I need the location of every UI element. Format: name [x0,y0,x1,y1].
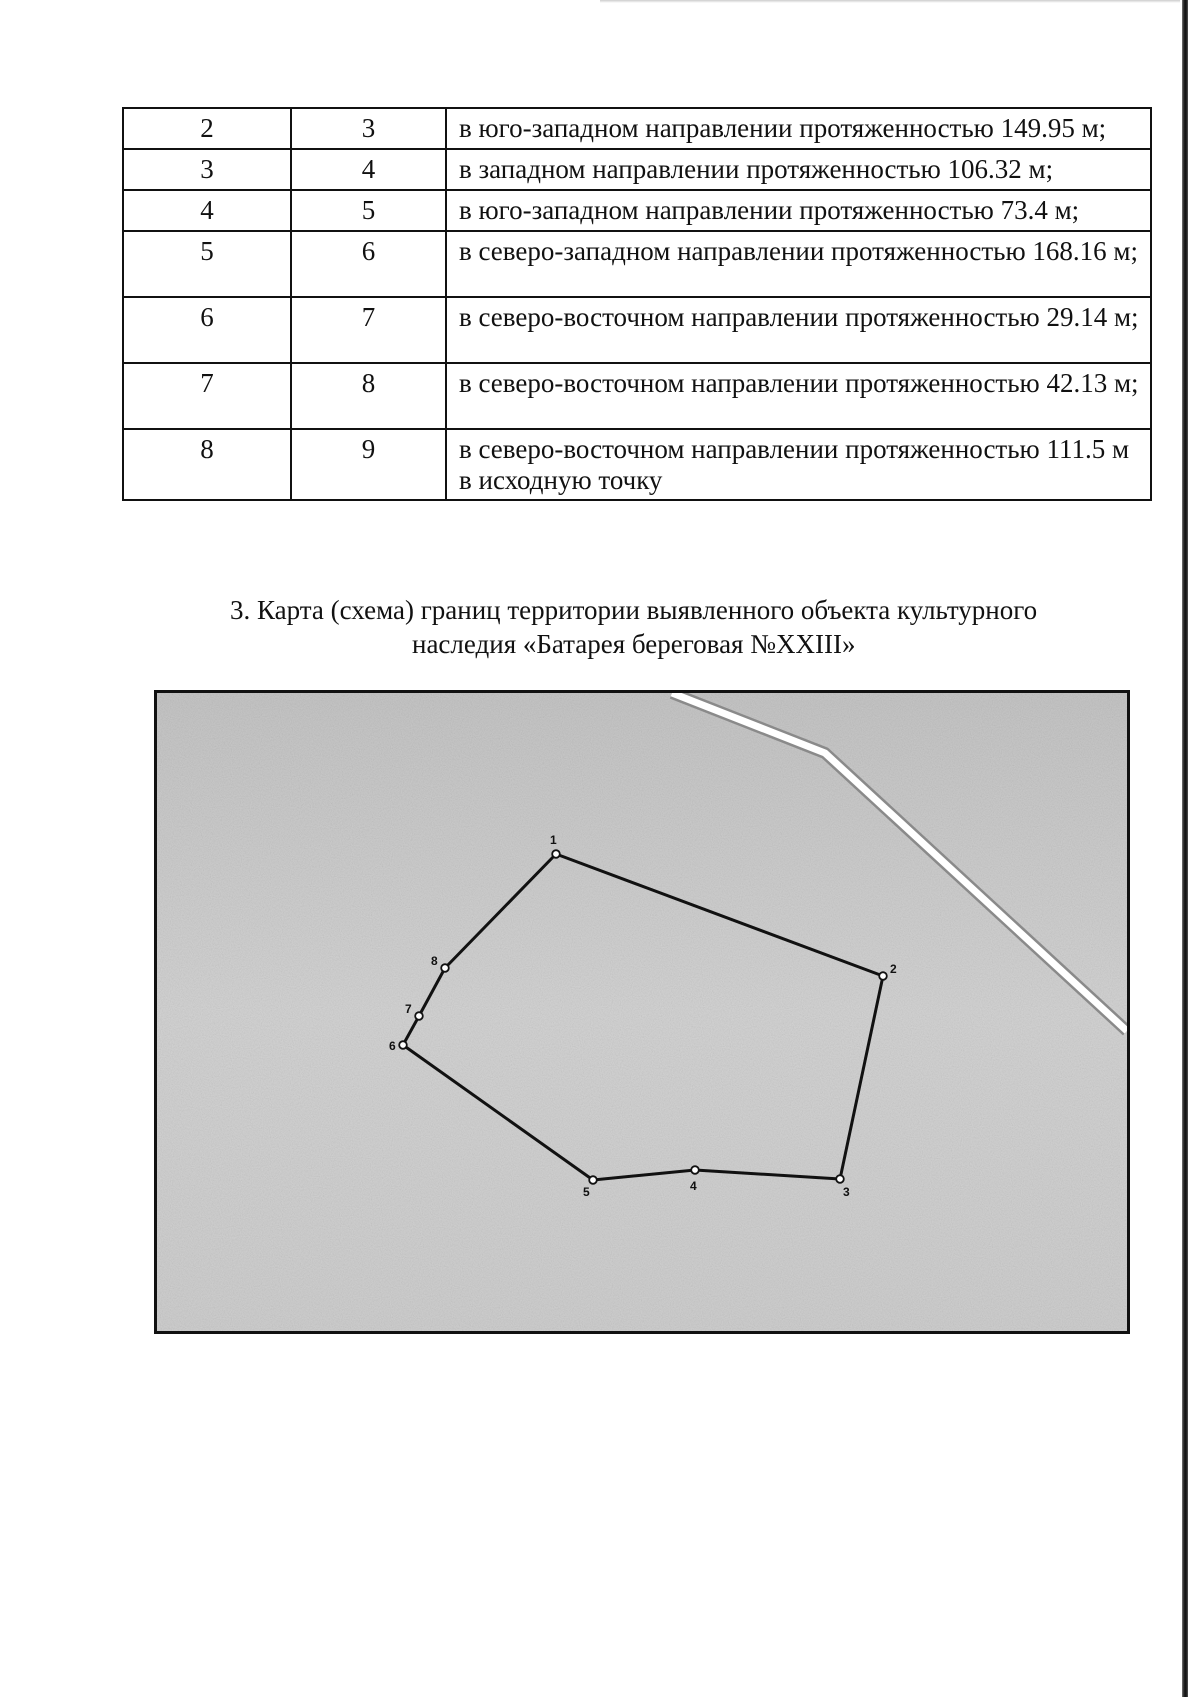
boundary-point-label: 5 [583,1185,590,1199]
map-background [157,693,1127,1331]
from-point-cell: 5 [123,231,291,297]
scan-top-edge [600,0,1180,3]
map-canvas [157,693,1127,1331]
boundary-point-label: 4 [690,1179,697,1193]
segment-description-cell: в северо-восточном направлении протяженностью 111.5 м в исходную точку [446,429,1151,500]
from-point-cell: 3 [123,149,291,190]
segment-description-cell: в северо-западном направлении протяженностью 168.16 м; [446,231,1151,297]
scan-page-edge [1182,0,1188,1697]
boundary-point-marker [589,1176,597,1184]
boundary-point-label: 3 [843,1185,850,1199]
boundary-point-marker [441,964,449,972]
section-heading [230,594,1130,662]
table-row [123,363,1151,429]
boundary-point-label: 6 [389,1039,396,1053]
boundary-point-label: 7 [405,1002,412,1016]
table-row [123,190,1151,231]
to-point-cell: 4 [291,149,446,190]
section-heading-line2: наследия «Батарея береговая №XXIII» [412,628,856,659]
table-row [123,429,1151,500]
boundary-point-marker [399,1041,407,1049]
segment-description-cell: в юго-западном направлении протяженностью 149.95 м; [446,108,1151,149]
boundary-point-label: 8 [431,954,438,968]
segment-description-cell: в северо-восточном направлении протяженностью 29.14 м; [446,297,1151,363]
table-row [123,231,1151,297]
to-point-cell: 5 [291,190,446,231]
segment-description-cell: в северо-восточном направлении протяженностью 42.13 м; [446,363,1151,429]
from-point-cell: 2 [123,108,291,149]
boundary-point-marker [879,972,887,980]
boundary-point-label: 1 [550,833,557,847]
table-row [123,108,1151,149]
to-point-cell: 6 [291,231,446,297]
boundary-point-marker [691,1166,699,1174]
segment-description-cell: в западном направлении протяженностью 106.32 м; [446,149,1151,190]
from-point-cell: 8 [123,429,291,500]
boundary-point-marker [552,850,560,858]
boundary-point-marker [836,1175,844,1183]
section-heading-line1: 3. Карта (схема) границ территории выявленного объекта культурного [230,595,1038,625]
table-row [123,149,1151,190]
to-point-cell: 8 [291,363,446,429]
to-point-cell: 3 [291,108,446,149]
boundary-map [154,690,1130,1334]
segment-description-cell: в юго-западном направлении протяженностью 73.4 м; [446,190,1151,231]
to-point-cell: 9 [291,429,446,500]
boundary-point-label: 2 [890,962,897,976]
from-point-cell: 4 [123,190,291,231]
to-point-cell: 7 [291,297,446,363]
boundary-segments-table [122,107,1152,501]
from-point-cell: 7 [123,363,291,429]
boundary-point-marker [415,1012,423,1020]
table-row [123,297,1151,363]
from-point-cell: 6 [123,297,291,363]
